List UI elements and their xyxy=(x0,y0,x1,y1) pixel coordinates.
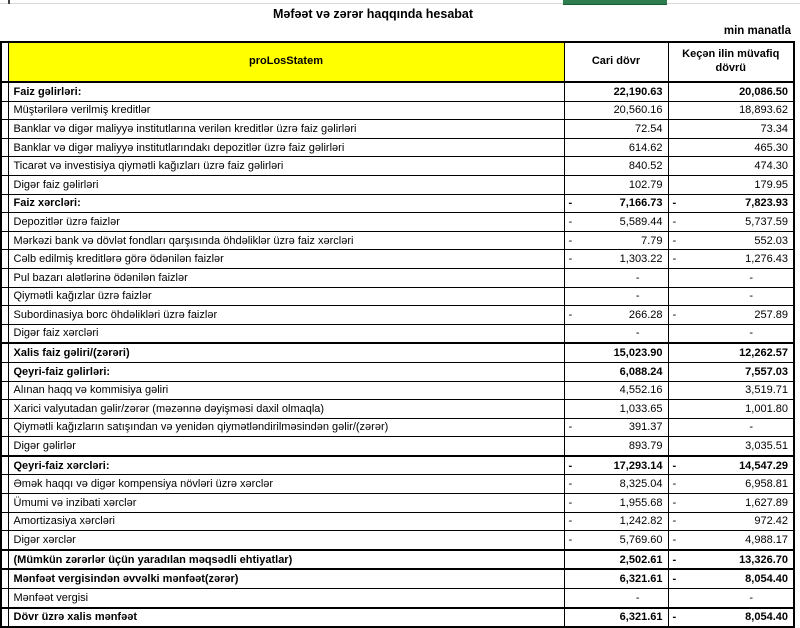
row-label: Müştərilərə verilmiş kreditlər xyxy=(8,101,564,120)
cell-value: 15,023.90 xyxy=(613,347,663,360)
row-label: Xarici valyutadan gəlir/zərər (məzənnə dəyişməsi daxil olmaqla) xyxy=(8,400,564,419)
table-row xyxy=(1,362,794,381)
cell-value: 17,293.14 xyxy=(613,459,663,472)
current-period-value xyxy=(564,120,668,139)
col-header-current-period: Cari dövr xyxy=(564,42,668,82)
cell-value: 102.79 xyxy=(628,178,663,191)
negative-sign: - xyxy=(568,496,573,509)
negative-sign: - xyxy=(568,478,573,491)
table-row xyxy=(1,512,794,531)
spacer-cell xyxy=(1,589,8,608)
cell-value: 14,547.29 xyxy=(739,459,788,472)
previous-period-value xyxy=(668,362,794,381)
current-period-value xyxy=(564,213,668,232)
negative-sign: - xyxy=(568,421,573,434)
negative-sign: - xyxy=(672,253,677,266)
table-row xyxy=(1,550,794,570)
cell-value: 3,519.71 xyxy=(745,384,788,397)
current-period-value xyxy=(564,82,668,101)
previous-period-value xyxy=(668,120,794,139)
cell-value: 5,589.44 xyxy=(619,215,663,228)
table-row xyxy=(1,531,794,550)
current-period-value: - xyxy=(564,268,668,287)
unit-note: min manatla xyxy=(723,25,791,37)
current-period-value xyxy=(564,400,668,419)
table-row xyxy=(1,250,794,269)
negative-sign: - xyxy=(568,534,573,546)
previous-period-value xyxy=(668,194,794,213)
current-period-value xyxy=(564,157,668,176)
cell-value: 22,190.63 xyxy=(613,85,663,98)
cell-value: 4,988.17 xyxy=(745,534,788,546)
spacer-cell xyxy=(1,494,8,513)
table-row xyxy=(1,287,794,306)
cell-value: 6,088.24 xyxy=(619,365,663,378)
cell-value: 5,769.60 xyxy=(619,534,663,546)
previous-period-value: - xyxy=(668,324,794,343)
cell-value: 893.79 xyxy=(628,440,663,453)
current-period-value xyxy=(564,175,668,194)
previous-period-value xyxy=(668,608,794,628)
previous-period-value xyxy=(668,550,794,570)
previous-period-value xyxy=(668,138,794,157)
negative-sign: - xyxy=(568,215,573,228)
spacer-cell xyxy=(1,213,8,232)
cell-value: 8,054.40 xyxy=(745,611,788,624)
previous-period-value: - xyxy=(668,268,794,287)
profit-loss-table xyxy=(0,41,795,628)
current-period-value: - xyxy=(564,324,668,343)
row-label: Faiz gəlirləri: xyxy=(8,82,564,101)
page-title: Məfəət və zərər haqqında hesabat xyxy=(272,7,474,21)
spacer-cell xyxy=(1,512,8,531)
negative-sign: - xyxy=(672,459,677,472)
current-period-value xyxy=(564,194,668,213)
current-period-value xyxy=(564,101,668,120)
cell-value: 20,560.16 xyxy=(613,104,663,117)
previous-period-value xyxy=(668,512,794,531)
top-gridline xyxy=(0,3,800,4)
table-row xyxy=(1,569,794,588)
table-row xyxy=(1,437,794,456)
row-label: Alınan haqq və kommisiya gəliri xyxy=(8,381,564,400)
spacer-cell xyxy=(1,418,8,437)
statement-name-header: proLosStatem xyxy=(8,42,564,82)
previous-period-value xyxy=(668,343,794,362)
previous-period-value xyxy=(668,250,794,269)
negative-sign: - xyxy=(672,534,677,546)
current-period-value xyxy=(564,608,668,628)
cell-value: 13,326.70 xyxy=(739,553,788,566)
pl-table-body xyxy=(1,82,794,627)
cell-value: 1,303.22 xyxy=(619,253,663,266)
cell-value: 179.95 xyxy=(754,178,788,191)
row-label: Amortizasiya xərcləri xyxy=(8,512,564,531)
cell-value: 18,893.62 xyxy=(739,104,788,117)
cell-value: 73.34 xyxy=(760,122,788,135)
cell-value: 552.03 xyxy=(754,234,788,247)
previous-period-value: - xyxy=(668,287,794,306)
negative-sign: - xyxy=(568,197,573,210)
cell-value: 391.37 xyxy=(628,421,663,434)
previous-period-value xyxy=(668,475,794,494)
spacer-cell xyxy=(1,531,8,550)
cell-value: 12,262.57 xyxy=(739,347,788,360)
cell-value: 6,958.81 xyxy=(745,478,788,491)
spacer-cell xyxy=(1,231,8,250)
negative-sign: - xyxy=(672,515,677,528)
row-label: Banklar və digər maliyyə institutlarına verilən kreditlər üzrə faiz gəlirləri xyxy=(8,120,564,139)
spacer-cell xyxy=(1,194,8,213)
spacer-cell xyxy=(1,101,8,120)
table-row xyxy=(1,101,794,120)
table-row xyxy=(1,175,794,194)
table-row xyxy=(1,494,794,513)
spacer-cell xyxy=(1,175,8,194)
row-label: Qeyri-faiz xərcləri: xyxy=(8,456,564,475)
row-label: (Mümkün zərərlər üçün yaradılan məqsədli ehtiyatlar) xyxy=(8,550,564,570)
current-period-value xyxy=(564,343,668,362)
negative-sign: - xyxy=(568,308,573,321)
spacer-cell xyxy=(1,608,8,628)
cell-value: 614.62 xyxy=(628,141,663,154)
spacer-cell xyxy=(1,569,8,588)
table-row xyxy=(1,589,794,608)
current-period-value: - xyxy=(564,287,668,306)
table-row xyxy=(1,306,794,325)
cell-value: 6,321.61 xyxy=(619,611,663,624)
current-period-value xyxy=(564,569,668,588)
table-row xyxy=(1,381,794,400)
row-label: Dövr üzrə xalis mənfəət xyxy=(8,608,564,628)
spacer-cell xyxy=(1,250,8,269)
row-label: Mərkəzi bank və dövlət fondları qarşısında öhdəliklər üzrə faiz xərcləri xyxy=(8,231,564,250)
table-row xyxy=(1,231,794,250)
cell-value: 474.30 xyxy=(754,160,788,173)
table-row xyxy=(1,418,794,437)
spacer-cell xyxy=(1,82,8,101)
table-row xyxy=(1,343,794,362)
negative-sign: - xyxy=(568,515,573,528)
negative-sign: - xyxy=(672,308,677,321)
spacer-cell xyxy=(1,437,8,456)
previous-period-value xyxy=(668,531,794,550)
negative-sign: - xyxy=(672,234,677,247)
negative-sign: - xyxy=(568,253,573,266)
cell-value: 1,001.80 xyxy=(745,402,788,415)
previous-period-value xyxy=(668,231,794,250)
spacer-cell xyxy=(1,138,8,157)
table-row xyxy=(1,324,794,343)
table-row xyxy=(1,194,794,213)
spacer-cell xyxy=(1,306,8,325)
cell-value: 266.28 xyxy=(628,308,663,321)
negative-sign: - xyxy=(672,611,677,624)
spacer-cell xyxy=(1,400,8,419)
cell-value: 1,242.82 xyxy=(619,515,663,528)
current-period-value xyxy=(564,437,668,456)
spacer-cell xyxy=(1,381,8,400)
row-label: Digər faiz xərcləri xyxy=(8,324,564,343)
cell-value: 8,054.40 xyxy=(745,573,788,586)
col-header-previous-period: Keçən ilin müvafiq dövrü xyxy=(668,42,794,82)
cell-value: 7,166.73 xyxy=(619,197,663,210)
table-row xyxy=(1,268,794,287)
table-row xyxy=(1,213,794,232)
table-header-row xyxy=(1,42,794,82)
row-label: Digər xərclər xyxy=(8,531,564,550)
row-label: Xalis faiz gəliri/(zərəri) xyxy=(8,343,564,362)
negative-sign: - xyxy=(672,496,677,509)
previous-period-value xyxy=(668,381,794,400)
table-row xyxy=(1,82,794,101)
cell-value: 1,276.43 xyxy=(745,253,788,266)
cell-value: 7,823.93 xyxy=(745,197,788,210)
current-period-value xyxy=(564,138,668,157)
previous-period-value xyxy=(668,82,794,101)
spacer-cell xyxy=(1,324,8,343)
current-period-value xyxy=(564,512,668,531)
table-row xyxy=(1,608,794,628)
row-label: Faiz xərcləri: xyxy=(8,194,564,213)
previous-period-value xyxy=(668,494,794,513)
current-period-value xyxy=(564,381,668,400)
spacer-cell xyxy=(1,42,8,82)
spacer-cell xyxy=(1,157,8,176)
table-row xyxy=(1,400,794,419)
row-label: Mənfəət vergisindən əvvəlki mənfəət(zərər) xyxy=(8,569,564,588)
table-row xyxy=(1,475,794,494)
table-row xyxy=(1,456,794,475)
row-label: Cəlb edilmiş kreditlərə görə ödənilən faizlər xyxy=(8,250,564,269)
spacer-cell xyxy=(1,343,8,362)
row-label: Əmək haqqı və digər kompensiya növləri üzrə xərclər xyxy=(8,475,564,494)
table-row xyxy=(1,120,794,139)
cell-value: 840.52 xyxy=(628,160,663,173)
row-label: Qiymətli kağızlar üzrə faizlər xyxy=(8,287,564,306)
row-label: Qiymətli kağızların satışından və yenidən qiymətləndirilməsindən gəlir/(zərər) xyxy=(8,418,564,437)
negative-sign: - xyxy=(672,478,677,491)
spacer-cell xyxy=(1,287,8,306)
previous-period-value xyxy=(668,157,794,176)
negative-sign: - xyxy=(568,459,573,472)
cell-value: 972.42 xyxy=(754,515,788,528)
previous-period-value xyxy=(668,175,794,194)
row-label: Pul bazarı alətlərinə ödənilən faizlər xyxy=(8,268,564,287)
negative-sign: - xyxy=(672,553,677,566)
cell-value: 1,627.89 xyxy=(745,496,788,509)
current-period-value xyxy=(564,456,668,475)
current-period-value xyxy=(564,362,668,381)
spacer-cell xyxy=(1,268,8,287)
previous-period-value xyxy=(668,213,794,232)
cell-value: 7.79 xyxy=(641,234,663,247)
cell-value: 8,325.04 xyxy=(619,478,663,491)
cell-value: 465.30 xyxy=(754,141,788,154)
previous-period-value xyxy=(668,306,794,325)
table-row xyxy=(1,157,794,176)
table-row xyxy=(1,138,794,157)
previous-period-value: - xyxy=(668,589,794,608)
spacer-cell xyxy=(1,550,8,570)
spacer-cell xyxy=(1,362,8,381)
row-label: Depozitlər üzrə faizlər xyxy=(8,213,564,232)
current-period-value xyxy=(564,494,668,513)
current-period-value xyxy=(564,250,668,269)
spacer-cell xyxy=(1,120,8,139)
current-period-value: - xyxy=(564,589,668,608)
spacer-cell xyxy=(1,456,8,475)
spacer-cell xyxy=(1,475,8,494)
current-period-value xyxy=(564,531,668,550)
previous-period-value: - xyxy=(668,418,794,437)
current-period-value xyxy=(564,418,668,437)
cell-value: 20,086.50 xyxy=(739,85,788,98)
row-label: Banklar və digər maliyyə institutlarındakı depozitlər üzrə faiz gəlirləri xyxy=(8,138,564,157)
negative-sign: - xyxy=(568,234,573,247)
previous-period-value xyxy=(668,400,794,419)
row-label: Ticarət və investisiya qiymətli kağızları üzrə faiz gəlirləri xyxy=(8,157,564,176)
current-period-value xyxy=(564,550,668,570)
cell-value: 3,035.51 xyxy=(745,440,788,453)
negative-sign: - xyxy=(672,573,677,586)
previous-period-value xyxy=(668,437,794,456)
cell-value: 2,502.61 xyxy=(619,553,663,566)
negative-sign: - xyxy=(672,197,677,210)
row-label: Digər faiz gəlirləri xyxy=(8,175,564,194)
current-period-value xyxy=(564,231,668,250)
row-label: Digər gəlirlər xyxy=(8,437,564,456)
top-left-tick xyxy=(8,0,10,4)
top-green-bar xyxy=(563,0,667,5)
cell-value: 72.54 xyxy=(634,122,663,135)
row-label: Qeyri-faiz gəlirləri: xyxy=(8,362,564,381)
previous-period-value xyxy=(668,456,794,475)
cell-value: 4,552.16 xyxy=(619,384,663,397)
previous-period-value xyxy=(668,569,794,588)
current-period-value xyxy=(564,306,668,325)
cell-value: 1,955.68 xyxy=(619,496,663,509)
cell-value: 257.89 xyxy=(754,308,788,321)
row-label: Mənfəət vergisi xyxy=(8,589,564,608)
negative-sign: - xyxy=(672,215,677,228)
previous-period-value xyxy=(668,101,794,120)
current-period-value xyxy=(564,475,668,494)
cell-value: 5,737.59 xyxy=(745,215,788,228)
cell-value: 6,321.61 xyxy=(619,573,663,586)
row-label: Ümumi və inzibati xərclər xyxy=(8,494,564,513)
row-label: Subordinasiya borc öhdəlikləri üzrə faizlər xyxy=(8,306,564,325)
cell-value: 7,557.03 xyxy=(745,365,788,378)
cell-value: 1,033.65 xyxy=(619,402,663,415)
